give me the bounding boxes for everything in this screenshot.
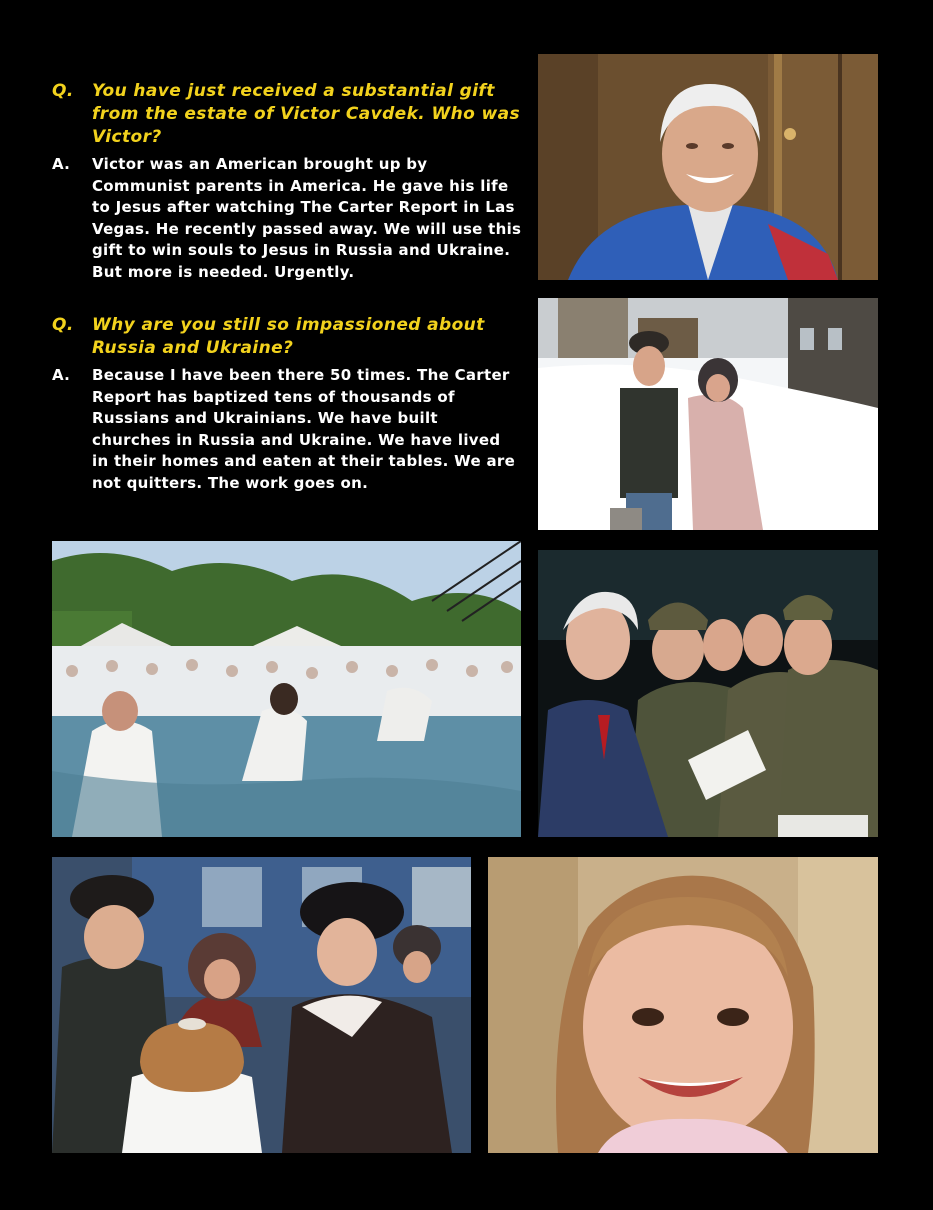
question-2-label: Q. bbox=[52, 315, 74, 335]
qa-block-1 bbox=[52, 80, 522, 283]
question-2 bbox=[52, 314, 522, 360]
answer-1-label: A. bbox=[52, 155, 71, 173]
answer-1-text: Victor was an American brought up by Communist parents in America. He gave his life to Jesus after watching The Carter Report in Las Vegas. He recently passed away. We will use this gift to win souls to Jesus in Russia and Ukraine. But more is needed. Urgently. bbox=[92, 155, 522, 281]
answer-2 bbox=[52, 365, 522, 494]
photo-smiling-girl bbox=[488, 857, 878, 1153]
qa-block-2 bbox=[52, 314, 522, 494]
answer-1 bbox=[52, 154, 522, 283]
answer-2-text: Because I have been there 50 times. The Carter Report has baptized tens of thousands of Russians and Ukrainians. We have built churches in Russia and Ukraine. We have lived in their homes and eaten at their tables. We are not quitters. The work goes on. bbox=[92, 366, 516, 492]
photo-bread-welcome bbox=[52, 857, 471, 1153]
photo-victor-portrait bbox=[538, 54, 878, 280]
answer-2-label: A. bbox=[52, 366, 71, 384]
photo-snow-couple bbox=[538, 298, 878, 530]
question-1 bbox=[52, 80, 522, 149]
photo-soldiers-signing bbox=[538, 550, 878, 837]
question-2-text: Why are you still so impassioned about Russia and Ukraine? bbox=[92, 315, 485, 358]
question-1-text: You have just received a substantial gift from the estate of Victor Cavdek. Who was Victor? bbox=[92, 81, 521, 147]
question-1-label: Q. bbox=[52, 81, 74, 101]
photo-river-baptism bbox=[52, 541, 521, 837]
